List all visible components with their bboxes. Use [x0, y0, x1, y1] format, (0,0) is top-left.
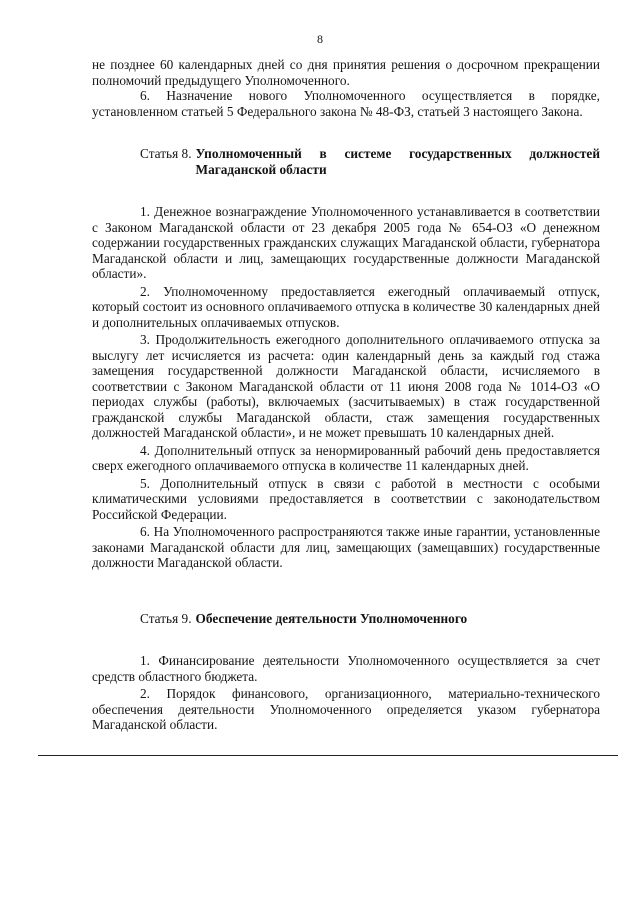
paragraph-continuation: не позднее 60 календарных дней со дня принятия решения о досрочном прекращении полномочий предыдущего Уполномоченного. [92, 57, 600, 88]
article-8-item-5: 5. Дополнительный отпуск в связи с работой в местности с особыми климатическими условиями предоставляется в соответствии с законодательством Российской Федерации. [92, 475, 600, 522]
article-8-item-6: 6. На Уполномоченного распространяются также иные гарантии, установленные законами Магаданской области для лиц, замещающих (замещавших) государственные должности Магаданской области. [92, 524, 600, 570]
article-8-item-2: 2. Уполномоченному предоставляется ежегодный оплачиваемый отпуск, который состоит из основного оплачиваемого отпуска в количестве 30 календарных дней и дополнительных оплачиваемых отпусков. [92, 283, 600, 330]
page-bottom-rule [38, 755, 618, 756]
article-8-title: Уполномоченный в системе государственных должностей Магаданской области [195, 146, 600, 177]
article-8-heading [92, 146, 600, 177]
article-8-item-4: 4. Дополнительный отпуск за ненормированный рабочий день предоставляется сверх ежегодного оплачиваемого отпуска в количестве 11 календарных дней. [92, 442, 600, 473]
document-body [92, 57, 600, 735]
article-9-item-1: 1. Финансирование деятельности Уполномоченного осуществляется за счет средств областного бюджета. [92, 653, 600, 684]
article-8-item-3: 3. Продолжительность ежегодного дополнительного оплачиваемого отпуска за выслугу лет исчисляется из расчета: один календарный день за каждый год стажа замещения государственной должности Магаданской области, исчисляемого в соответствии с Законом Магаданской области от 11 июня 2008 года № 1014-ОЗ «О периодах службы (работы), включаемых (засчитываемых) в стаж государственной гражданской службы Магаданской области, стаж замещения государственных должностей Магаданской области», и не может превышать 10 календарных дней. [92, 332, 600, 440]
page-number: 8 [317, 32, 323, 46]
article-9-heading [92, 611, 600, 627]
article-9-item-2: 2. Порядок финансового, организационного, материально-технического обеспечения деятельности Уполномоченного определяется указом губернатора Магаданской области. [92, 686, 600, 732]
paragraph-item-6: 6. Назначение нового Уполномоченного осуществляется в порядке, установленном статьей 5 Федерального закона № 48-ФЗ, статьей 3 настоящего Закона. [92, 88, 600, 119]
article-9-title: Обеспечение деятельности Уполномоченного [195, 610, 468, 626]
article-9-prefix: Статья 9. [140, 610, 192, 626]
article-8-item-1: 1. Денежное вознаграждение Уполномоченного устанавливается в соответствии с Законом Магаданской области от 23 декабря 2005 года № 654-ОЗ «О денежном содержании государственных гражданских служащих Магаданской области, губернатора Магаданской области и лиц, замещающих государственные должности Магаданской области». [92, 204, 600, 281]
article-8-prefix: Статья 8. [140, 146, 192, 161]
